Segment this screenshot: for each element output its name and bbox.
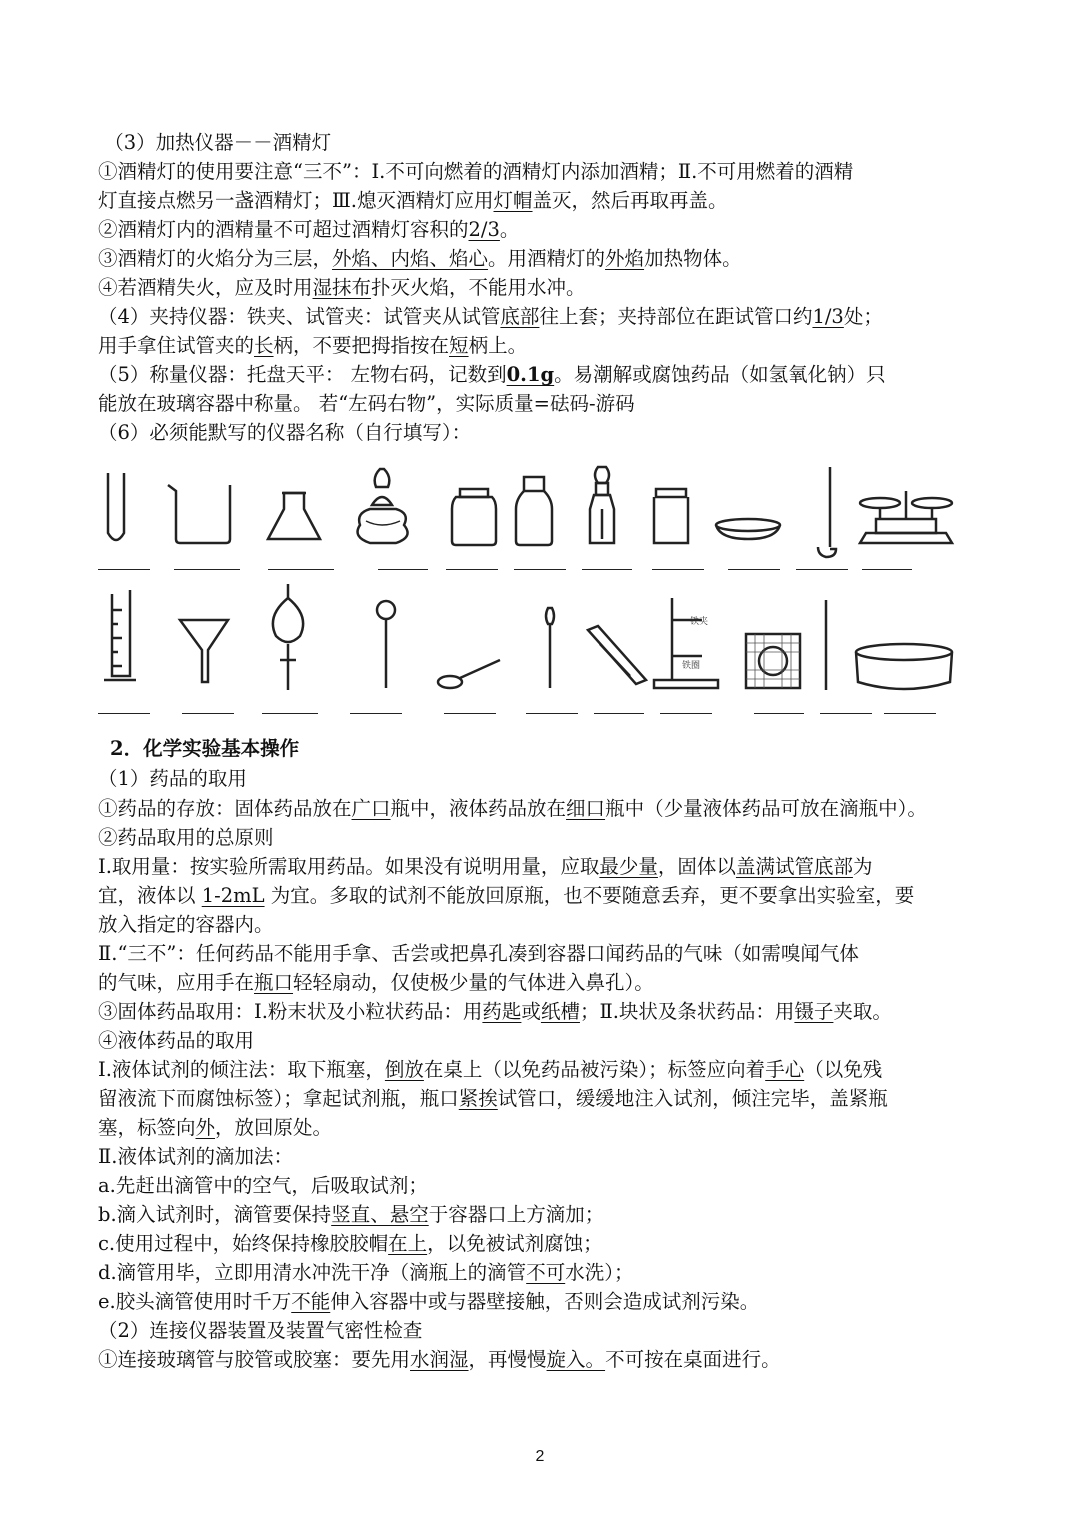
paragraph: Ⅰ.液体试剂的倾注法：取下瓶塞，倒放在桌上（以免药品被污染）；标签应向着手心（以免残 — [98, 1058, 883, 1081]
instrument-row-1 — [0, 455, 1080, 580]
paragraph: 用手拿住试管夹的长柄，不要把拇指按在短柄上。 — [98, 334, 528, 357]
heading-basic-operations: 2．化学实验基本操作 — [110, 737, 300, 760]
alcohol-lamp-icon — [358, 469, 408, 543]
answer-blank[interactable] — [514, 569, 566, 570]
dropper-icon — [546, 608, 554, 688]
heading-alcohol-lamp: （3）加热仪器－－酒精灯 — [104, 131, 332, 154]
iron-stand-label-top: 铁夹 — [690, 617, 709, 627]
test-tube-holder-icon — [588, 626, 646, 684]
answer-blank[interactable] — [526, 713, 578, 714]
answer-blank[interactable] — [268, 569, 334, 570]
iron-stand-label-bottom: 铁圈 — [682, 661, 701, 671]
answer-blank[interactable] — [262, 713, 318, 714]
paragraph: ④若酒精失火，应及时用湿抹布扑灭火焰，不能用水冲。 — [98, 276, 586, 299]
paragraph: a.先赶出滴管中的空气，后吸取试剂； — [98, 1174, 428, 1197]
iron-stand-icon — [654, 598, 718, 688]
paragraph: b.滴入试剂时，滴管要保持竖直、悬空于容器口上方滴加； — [98, 1203, 605, 1226]
answer-blank[interactable] — [350, 713, 402, 714]
paragraph: ③固体药品取用：Ⅰ.粉末状及小粒状药品：用药匙或纸槽；Ⅱ.块状及条状药品：用镊子夹取。 — [98, 1000, 892, 1023]
asbestos-gauze-icon — [746, 634, 800, 688]
water-trough-icon — [856, 644, 952, 689]
paragraph: d.滴管用毕，立即用清水冲洗干净（滴瓶上的滴管不可水洗）； — [98, 1261, 634, 1284]
paragraph: Ⅱ.液体试剂的滴加法： — [98, 1145, 293, 1168]
paragraph: ③酒精灯的火焰分为三层，外焰、内焰、焰心。用酒精灯的外焰加热物体。 — [98, 247, 742, 270]
answer-blank[interactable] — [444, 713, 496, 714]
answer-blank[interactable] — [820, 713, 872, 714]
instrument-row-2 — [0, 580, 1080, 710]
evaporating-dish-icon — [716, 519, 780, 539]
paragraph: （5）称量仪器：托盘天平： 左物右码，记数到0.1g。易潮解或腐蚀药品（如氢氧化钠）只 — [98, 363, 886, 386]
paragraph: ①连接玻璃管与胶管或胶塞：要先用水润湿，再慢慢旋入。不可按在桌面进行。 — [98, 1348, 781, 1371]
page-number: 2 — [535, 1448, 545, 1465]
paragraph: e.胶头滴管使用时千万不能伸入容器中或与器壁接触，否则会造成试剂污染。 — [98, 1290, 760, 1313]
heading-instrument-names: （6）必须能默写的仪器名称（自行填写）： — [98, 421, 472, 444]
conical-flask-icon — [268, 493, 320, 539]
answer-blank[interactable] — [446, 569, 498, 570]
answer-blank[interactable] — [862, 569, 912, 570]
narrow-mouth-bottle-icon — [516, 477, 552, 545]
paragraph: 能放在玻璃容器中称量。 若“左码右物”，实际质量=砝码-游码 — [98, 392, 635, 415]
medicine-spoon-icon — [438, 660, 500, 688]
answer-blank[interactable] — [378, 569, 428, 570]
paragraph: 塞，标签向外，放回原处。 — [98, 1116, 333, 1139]
combustion-spoon-icon — [818, 467, 836, 557]
answer-blank[interactable] — [652, 569, 704, 570]
answer-blank[interactable] — [660, 713, 712, 714]
answer-blank[interactable] — [98, 569, 150, 570]
paragraph: ①酒精灯的使用要注意“三不”：Ⅰ.不可向燃着的酒精灯内添加酒精；Ⅱ.不可用燃着的酒精 — [98, 160, 854, 183]
paragraph: Ⅰ.取用量：按实验所需取用药品。如果没有说明用量，应取最少量，固体以盖满试管底部为 — [98, 855, 873, 878]
paragraph: 灯直接点燃另一盏酒精灯；Ⅲ.熄灭酒精灯应用灯帽盖灭，然后再取再盖。 — [98, 189, 728, 212]
answer-blank[interactable] — [182, 713, 234, 714]
beaker-icon — [168, 485, 230, 543]
gas-jar-icon — [654, 489, 688, 543]
paragraph: （4）夹持仪器：铁夹、试管夹：试管夹从试管底部往上套；夹持部位在距试管口约1/3处； — [98, 305, 883, 328]
paragraph: ④液体药品的取用 — [98, 1029, 255, 1052]
paragraph: 的气味，应用手在瓶口轻轻扇动，仅使极少量的气体进入鼻孔）。 — [98, 971, 654, 994]
gauze-mesh — [746, 634, 800, 688]
answer-blank[interactable] — [754, 713, 804, 714]
answer-blank[interactable] — [796, 569, 848, 570]
paragraph: 留液流下而腐蚀标签）；拿起试剂瓶，瓶口紧挨试管口，缓缓地注入试剂，倾注完毕，盖紧瓶 — [98, 1087, 888, 1110]
paragraph: ②酒精灯内的酒精量不可超过酒精灯容积的2/3。 — [98, 218, 520, 241]
paragraph: ②药品取用的总原则 — [98, 826, 274, 849]
answer-blank[interactable] — [728, 569, 780, 570]
graduated-cylinder-icon — [104, 590, 136, 680]
paragraph: ①药品的存放：固体药品放在广口瓶中，液体药品放在细口瓶中（少量液体药品可放在滴瓶中）。 — [98, 797, 927, 820]
dropper-bottle-icon — [590, 467, 614, 543]
balance-icon — [860, 491, 952, 543]
subheading: （2）连接仪器装置及装置气密性检查 — [98, 1319, 423, 1342]
answer-blank[interactable] — [582, 569, 632, 570]
paragraph: Ⅱ.“三不”：任何药品不能用手拿、舌尝或把鼻孔凑到容器口闻药品的气味（如需嗅闻气体 — [98, 942, 859, 965]
separatory-funnel-icon — [273, 584, 303, 690]
test-tube-icon — [108, 473, 124, 540]
paragraph: 宜，液体以 1-2mL 为宜。多取的试剂不能放回原瓶，也不要随意丢弃，更不要拿出实验室，要 — [98, 884, 915, 907]
long-neck-funnel-icon — [377, 601, 395, 688]
paragraph: 放入指定的容器内。 — [98, 913, 274, 936]
wide-mouth-bottle-icon — [452, 489, 496, 545]
answer-blank[interactable] — [174, 569, 240, 570]
subheading: （1）药品的取用 — [98, 767, 247, 790]
answer-blank[interactable] — [594, 713, 644, 714]
funnel-icon — [180, 620, 228, 682]
answer-blank[interactable] — [884, 713, 936, 714]
paragraph: c.使用过程中，始终保持橡胶胶帽在上，以免被试剂腐蚀； — [98, 1232, 603, 1255]
answer-blank[interactable] — [98, 713, 150, 714]
